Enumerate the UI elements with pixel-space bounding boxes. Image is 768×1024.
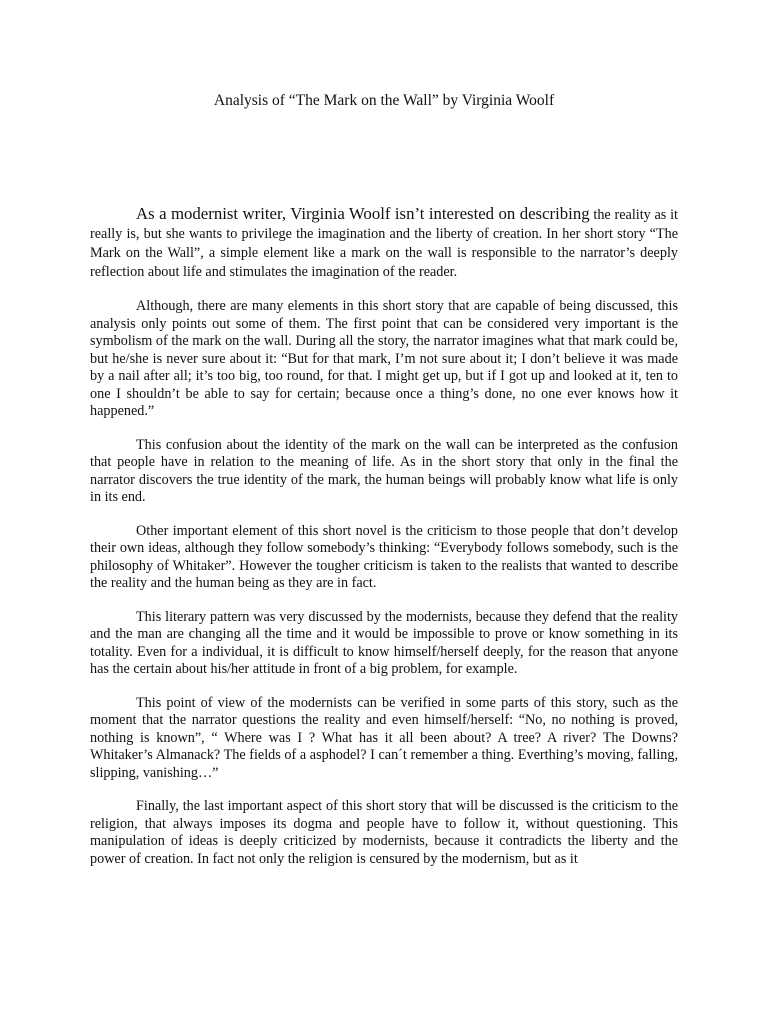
paragraph-lead: As a modernist writer, Virginia Woolf isn’t interested on describing: [136, 204, 590, 223]
paragraph-2: Although, there are many elements in this short story that are capable of being discussed, this analysis only points out some of them. The first point that can be considered very important is the symbolism of the mark on the wall. During all the story, the narrator imagines what that mark could be, but he/she is never sure about it: “But for that mark, I’m not sure about it; I don’t believe it was made by a nail after all; it’s too big, too round, for that. I might get up, but if I got up and looked at it, ten to one I shouldn’t be able to say for certain; because once a thing’s done, no one ever knows how it happened.”: [90, 298, 678, 419]
paragraph-7: Finally, the last important aspect of this short story that will be discussed is the criticism to the religion, that always imposes its dogma and people have to follow it, without questioning. This manipulation of ideas is deeply criticized by modernists, because it contradicts the liberty and the power of creation. In fact not only the religion is censured by the modernism, but as it: [90, 798, 678, 867]
paragraph-4: Other important element of this short novel is the criticism to those people that don’t develop their own ideas, although they follow somebody’s thinking: “Everybody follows somebody, such is the philosophy of Whitaker”. However the tougher criticism is taken to the realists that wanted to describe the reality and the human being as they are in fact.: [90, 522, 678, 591]
paragraph-5: This literary pattern was very discussed by the modernists, because they defend that the reality and the man are changing all the time and it would be impossible to prove or know something in its totality. Even for a individual, it is difficult to know himself/herself deeply, for the reason that anyone has the certain about his/her attitude in front of a big problem, for example.: [90, 608, 678, 677]
paragraph-1: [90, 204, 678, 282]
document-title: Analysis of “The Mark on the Wall” by Virginia Woolf: [213, 92, 555, 109]
document-body: [90, 204, 678, 884]
paragraph-6: This point of view of the modernists can be verified in some parts of this story, such as the moment that the narrator questions the reality and even himself/herself: “No, no nothing is proved, nothing is known”, “ Where was I ? What has it all been about? A tree? A river? The Downs? Whitaker’s Almanack? The fields of a asphodel? I can´t remember a thing. Everthing’s moving, falling, slipping, vanishing…”: [90, 694, 678, 781]
paragraph-text: the reality as it really is, but she wants to privilege the imagination and the liberty of creation. In her short story “The Mark on the Wall”, a simple element like a mark on the wall is responsible to the narrator’s deeply reflection about life and stimulates the imagination of the reader.: [90, 207, 678, 280]
paragraph-3: This confusion about the identity of the mark on the wall can be interpreted as the confusion that people have in relation to the meaning of life. As in the short story that only in the final the narrator discovers the true identity of the mark, the human beings will probably know what life is only in its end.: [90, 436, 678, 505]
